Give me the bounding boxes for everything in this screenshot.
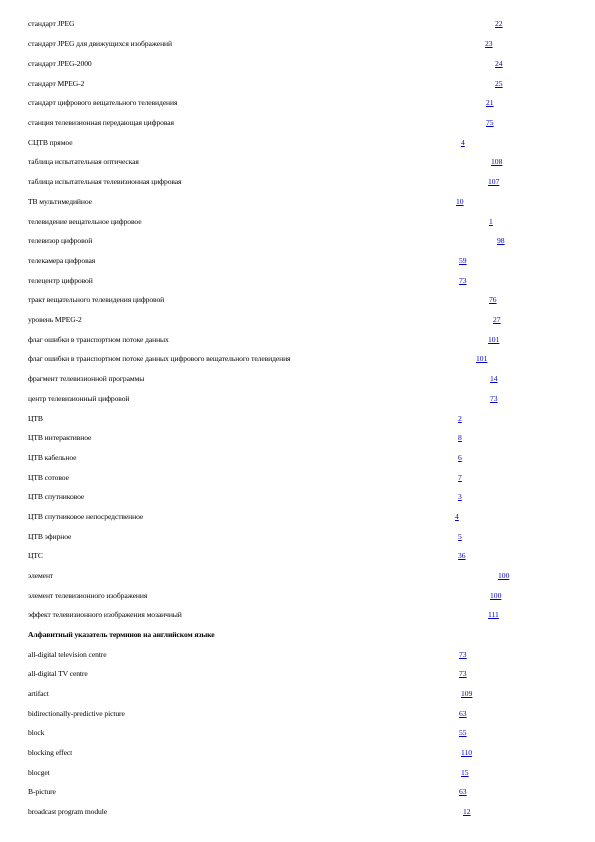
- page-link[interactable]: 73: [459, 669, 467, 678]
- index-term: телевидение вещательное цифровое: [28, 217, 142, 226]
- index-entry: [0, 97, 595, 111]
- index-entry: [0, 156, 595, 170]
- page-link[interactable]: 76: [489, 295, 497, 304]
- index-entry: [0, 137, 595, 151]
- index-term: телекамера цифровая: [28, 256, 96, 265]
- index-entry: [0, 432, 595, 446]
- english-index-heading: Алфавитный указатель терминов на английском языке: [28, 630, 215, 639]
- page-link[interactable]: 108: [491, 157, 503, 166]
- index-term: эффект телевизионного изображения мозаичный: [28, 610, 182, 619]
- page-link[interactable]: 73: [459, 650, 467, 659]
- index-term: стандарт JPEG: [28, 19, 75, 28]
- index-entry: [0, 334, 595, 348]
- index-entry: [0, 373, 595, 387]
- page-link[interactable]: 21: [486, 98, 494, 107]
- index-term: blocget: [28, 768, 50, 777]
- index-entry: [0, 511, 595, 525]
- page-link[interactable]: 73: [490, 394, 498, 403]
- index-term: стандарт JPEG для движущихся изображений: [28, 39, 172, 48]
- page-link[interactable]: 101: [476, 354, 488, 363]
- index-term: фрагмент телевизионной программы: [28, 374, 145, 383]
- page-link[interactable]: 4: [455, 512, 459, 521]
- index-entry: [0, 294, 595, 308]
- index-term: стандарт MPEG-2: [28, 79, 85, 88]
- index-term: all-digital TV centre: [28, 669, 88, 678]
- page-link[interactable]: 63: [459, 709, 467, 718]
- index-term: стандарт цифрового вещательного телевидения: [28, 98, 178, 107]
- index-term: стандарт JPEG-2000: [28, 59, 92, 68]
- index-term: ТВ мультимедийное: [28, 197, 92, 206]
- index-entry: [0, 472, 595, 486]
- index-entry: [0, 413, 595, 427]
- index-entry: [0, 176, 595, 190]
- index-term: элемент телевизионного изображения: [28, 591, 148, 600]
- index-entry: [0, 767, 595, 781]
- index-entry: [0, 216, 595, 230]
- index-term: ЦТВ сотовое: [28, 473, 69, 482]
- page-link[interactable]: 15: [461, 768, 469, 777]
- page-link[interactable]: 7: [458, 473, 462, 482]
- index-entry: [0, 747, 595, 761]
- page-link[interactable]: 111: [488, 610, 499, 619]
- index-term: B-picture: [28, 787, 56, 796]
- index-term: телецентр цифровой: [28, 276, 93, 285]
- index-entry: [0, 649, 595, 663]
- index-entry: [0, 688, 595, 702]
- index-entry: [0, 452, 595, 466]
- index-entry: [0, 235, 595, 249]
- index-term: таблица испытательная оптическая: [28, 157, 139, 166]
- index-entry: [0, 196, 595, 210]
- index-term: флаг ошибки в транспортном потоке данных цифрового вещательного телевидения: [28, 354, 291, 363]
- page-link[interactable]: 109: [461, 689, 473, 698]
- index-entry: [0, 353, 595, 367]
- index-term: таблица испытательная телевизионная цифровая: [28, 177, 182, 186]
- index-entry: [0, 491, 595, 505]
- page-link[interactable]: 110: [461, 748, 473, 757]
- index-term: all-digital television centre: [28, 650, 107, 659]
- index-entry: [0, 38, 595, 52]
- page-link[interactable]: 6: [458, 453, 462, 462]
- index-term: ЦТВ спутниковое: [28, 492, 85, 501]
- page-link[interactable]: 101: [488, 335, 500, 344]
- index-entry: [0, 786, 595, 800]
- index-term: телевизор цифровой: [28, 236, 93, 245]
- page-link[interactable]: 100: [490, 591, 502, 600]
- index-term: тракт вещательного телевидения цифровой: [28, 295, 165, 304]
- index-term: элемент: [28, 571, 54, 580]
- page-link[interactable]: 27: [493, 315, 501, 324]
- index-entry: [0, 590, 595, 604]
- page-link[interactable]: 100: [498, 571, 510, 580]
- page-link[interactable]: 55: [459, 728, 467, 737]
- index-entry: [0, 806, 595, 820]
- page-link[interactable]: 2: [458, 414, 462, 423]
- index-term: станция телевизионная передающая цифровая: [28, 118, 174, 127]
- index-term: ЦТВ спутниковое непосредственное: [28, 512, 144, 521]
- index-entry: [0, 393, 595, 407]
- index-term: block: [28, 728, 45, 737]
- index-term: blocking effect: [28, 748, 73, 757]
- index-term: СЦТВ прямое: [28, 138, 73, 147]
- page-link[interactable]: 24: [495, 59, 503, 68]
- page-link[interactable]: 23: [485, 39, 493, 48]
- index-term: broadcast program module: [28, 807, 107, 816]
- page-link[interactable]: 36: [458, 551, 466, 560]
- index-entry: [0, 255, 595, 269]
- page-link[interactable]: 22: [495, 19, 503, 28]
- index-entry: [0, 117, 595, 131]
- index-term: ЦТВ интерактивное: [28, 433, 92, 442]
- page-link[interactable]: 12: [463, 807, 471, 816]
- index-entry: [0, 78, 595, 92]
- page-link[interactable]: 98: [497, 236, 505, 245]
- page-link[interactable]: 14: [490, 374, 498, 383]
- index-entry: [0, 708, 595, 722]
- index-entry: [0, 275, 595, 289]
- page-link[interactable]: 8: [458, 433, 462, 442]
- index-entry: [0, 550, 595, 564]
- index-term: ЦТС: [28, 551, 43, 560]
- index-term: центр телевизионный цифровой: [28, 394, 130, 403]
- index-term: уровень MPEG-2: [28, 315, 82, 324]
- page-link[interactable]: 63: [459, 787, 467, 796]
- page-link[interactable]: 4: [461, 138, 465, 147]
- page-link[interactable]: 1: [489, 217, 493, 226]
- index-entry: [0, 570, 595, 584]
- page-link[interactable]: 73: [459, 276, 467, 285]
- page-link[interactable]: 75: [486, 118, 494, 127]
- index-entry: [0, 668, 595, 682]
- index-entry: [0, 727, 595, 741]
- page-link[interactable]: 59: [459, 256, 467, 265]
- index-entry: [0, 58, 595, 72]
- index-term: bidirectionally-predictive picture: [28, 709, 125, 718]
- page-link[interactable]: 5: [458, 532, 462, 541]
- index-term: artifact: [28, 689, 49, 698]
- page-link[interactable]: 3: [458, 492, 462, 501]
- page-link[interactable]: 25: [495, 79, 503, 88]
- index-entry: [0, 314, 595, 328]
- index-term: ЦТВ эфирное: [28, 532, 72, 541]
- index-entry: [0, 531, 595, 545]
- page-link[interactable]: 107: [488, 177, 500, 186]
- section-heading-row: [0, 629, 595, 643]
- index-entry: [0, 18, 595, 32]
- index-term: ЦТВ: [28, 414, 43, 423]
- index-entry: [0, 609, 595, 623]
- index-term: флаг ошибки в транспортном потоке данных: [28, 335, 169, 344]
- index-term: ЦТВ кабельное: [28, 453, 77, 462]
- page-link[interactable]: 10: [456, 197, 464, 206]
